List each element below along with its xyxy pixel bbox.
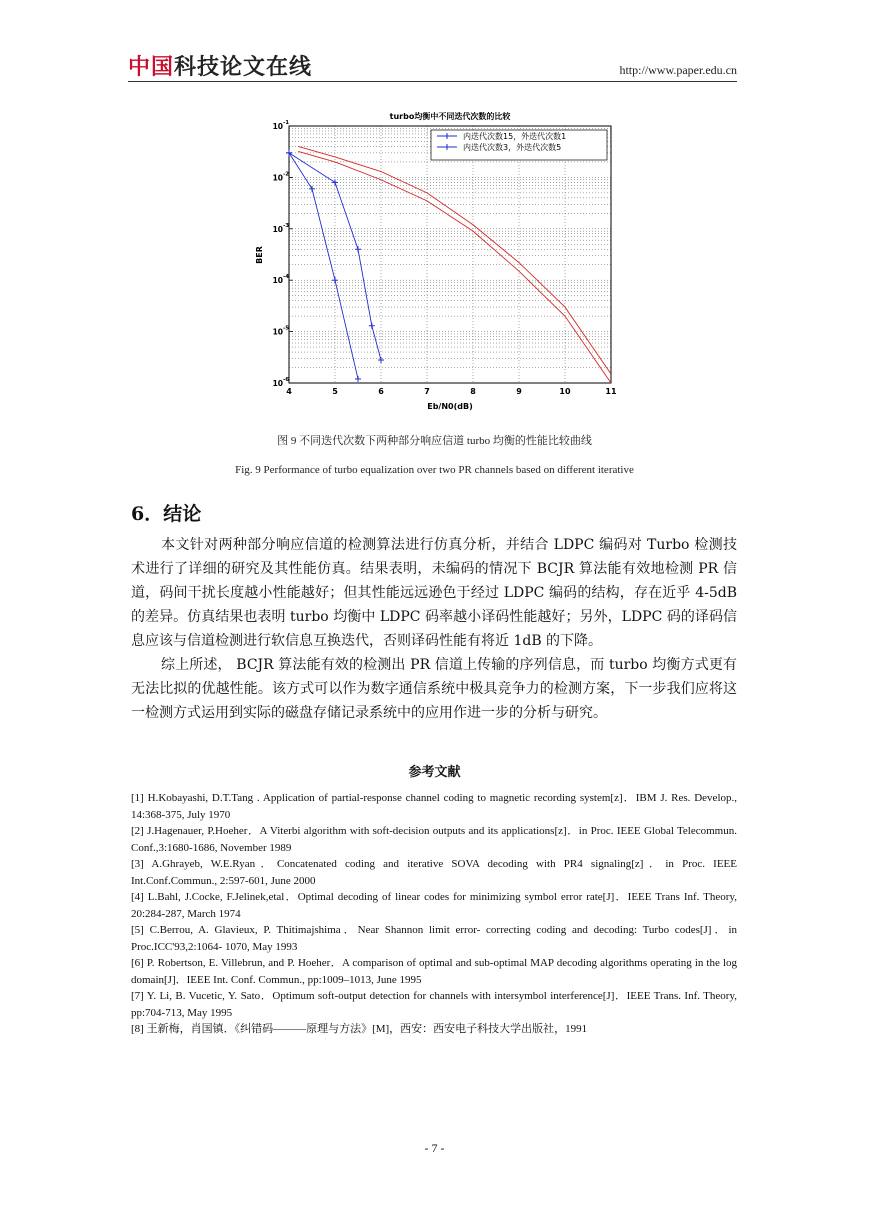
y-tick-label: 10: [272, 327, 283, 337]
figure-caption-cn: 图 9 不同迭代次数下两种部分响应信道 turbo 均衡的性能比较曲线: [277, 435, 592, 447]
figure-9: [248, 108, 628, 420]
journal-logo: [128, 50, 312, 81]
data-point: [355, 246, 361, 252]
x-tick-label: 11: [605, 387, 617, 396]
y-tick-exponent: -5: [283, 325, 290, 332]
chart-title: turbo均衡中不同迭代次数的比较: [389, 112, 511, 121]
y-tick-exponent: -2: [283, 171, 290, 178]
y-tick-label: 10: [272, 379, 283, 388]
chart-ticks: [273, 120, 617, 396]
legend-entry: 内迭代次数15，外迭代次数1: [463, 132, 567, 141]
y-tick-exponent: -4: [283, 274, 290, 281]
y-tick-label: 10: [272, 173, 283, 183]
reference-list: [131, 790, 737, 1038]
page-number: - 7 -: [424, 1141, 445, 1155]
plot-area-border: [289, 126, 611, 383]
reference-item: [7] Y. Li, B. Vucetic, Y. Sato．Optimum soft-output detection for channels with intersymbol interference[J]．IEEE Trans. Inf. Theory, pp:704-713, May 1995: [131, 990, 737, 1019]
ber-chart: [248, 108, 628, 420]
header-url[interactable]: http://www.paper.edu.cn: [619, 63, 737, 77]
reference-item: [3] A.Ghrayeb, W.E.Ryan．Concatenated coding and iterative SOVA decoding with PR4 signaling[z]．in Proc. IEEE Int.Conf.Commun., 2:597-601, June 2000: [131, 858, 737, 887]
y-tick-exponent: -1: [283, 120, 290, 126]
x-tick-label: 5: [332, 387, 338, 396]
x-tick-label: 8: [470, 387, 476, 396]
conclusion-paragraph-1: 本文针对两种部分响应信道的检测算法进行仿真分析，并结合 LDPC 编码对 Turbo 检测技术进行了详细的研究及其性能仿真。结果表明，未编码的情况下 BCJR 算法能有效地检测 PR 信道，码间干扰长度越小性能越好；但其性能远远逊色于经过 LDPC 编码的结构，存在近乎 4-5dB 的差异。仿真结果也表明 turbo 均衡中 LDPC 码率越小译码性能越好；另外，LDPC 码的译码信息应该与信道检测进行软信息互换迭代，否则译码性能有将近 1dB 的下降。: [131, 537, 737, 649]
data-point: [378, 357, 384, 363]
x-tick-label: 6: [378, 387, 384, 396]
reference-item: [4] L.Bahl, J.Cocke, F.Jelinek,etal．Optimal decoding of linear codes for minimizing symbol error rate[J]．IEEE Trans Inf. Theory, 20:284-287, March 1974: [131, 891, 737, 920]
data-point: [369, 323, 375, 329]
chart-grid: [289, 126, 611, 383]
conclusion-paragraph-2: 综上所述， BCJR 算法能有效的检测出 PR 信道上传输的序列信息，而 turbo 均衡方式更有无法比拟的优越性能。该方式可以作为数字通信系统中极具竞争力的检测方案，下一步我们应将这一检测方式运用到实际的磁盘存储记录系统中的应用作进一步的分析与研究。: [131, 657, 737, 721]
data-point: [332, 277, 338, 283]
data-point: [332, 179, 338, 185]
figure-caption-en: Fig. 9 Performance of turbo equalization over two PR channels based on different iterative: [235, 464, 634, 476]
reference-item: [5] C.Berrou, A. Glavieux, P. Thitimajshima．Near Shannon limit error- correcting coding and decoding: Turbo codes[J]．in Proc.ICC'93,2:1064- 1070, May 1993: [131, 924, 737, 953]
y-tick-label: 10: [272, 122, 283, 131]
references-title: 参考文献: [408, 765, 461, 780]
y-tick-label: 10: [272, 276, 283, 286]
data-point: [355, 376, 361, 382]
y-tick-exponent: -3: [283, 222, 290, 229]
series-line-3: [298, 146, 611, 373]
x-axis-label: Eb/N0(dB): [427, 402, 473, 411]
x-tick-label: 4: [286, 387, 292, 396]
reference-item: [8] 王新梅，肖国镇．《纠错码———原理与方法》[M]，西安：西安电子科技大学出版社，1991: [131, 1023, 588, 1035]
reference-item: [6] P. Robertson, E. Villebrun, and P. Hoeher．A comparison of optimal and sub-optimal MAP decoding algorithms operating in the log domain[J]．IEEE Int. Conf. Commun., pp:1009–1013, June 1995: [131, 957, 737, 986]
logo-red-text: 中国: [128, 55, 175, 80]
x-tick-label: 9: [516, 387, 522, 396]
section-heading: [131, 499, 201, 526]
x-tick-label: 7: [424, 387, 430, 396]
legend-entry: 内迭代次数3，外迭代次数5: [463, 143, 562, 152]
y-tick-label: 10: [272, 224, 283, 234]
y-tick-exponent: -6: [283, 377, 290, 383]
x-tick-label: 10: [559, 387, 571, 396]
logo-black-text: 科技论文在线: [174, 55, 313, 80]
data-point: [286, 150, 292, 156]
reference-item: [1] H.Kobayashi, D.T.Tang . Application of partial-response channel coding to magnetic recording system[z]．IBM J. Res. Develop., 14:368-375, July 1970: [131, 792, 737, 821]
y-axis-label: BER: [255, 246, 264, 264]
section-title-text: 结论: [163, 503, 202, 525]
series-line-1: [289, 153, 358, 379]
section-number: 6．: [131, 503, 164, 525]
series-line-4: [298, 151, 611, 383]
reference-item: [2] J.Hagenauer, P.Hoeher．A Viterbi algorithm with soft-decision outputs and its applications[z]．in Proc. IEEE Global Telecommun. Conf.,3:1680-1686, November 1989: [131, 825, 737, 854]
data-point: [309, 186, 315, 192]
chart-legend: [431, 130, 607, 160]
header-rule: [128, 81, 737, 82]
